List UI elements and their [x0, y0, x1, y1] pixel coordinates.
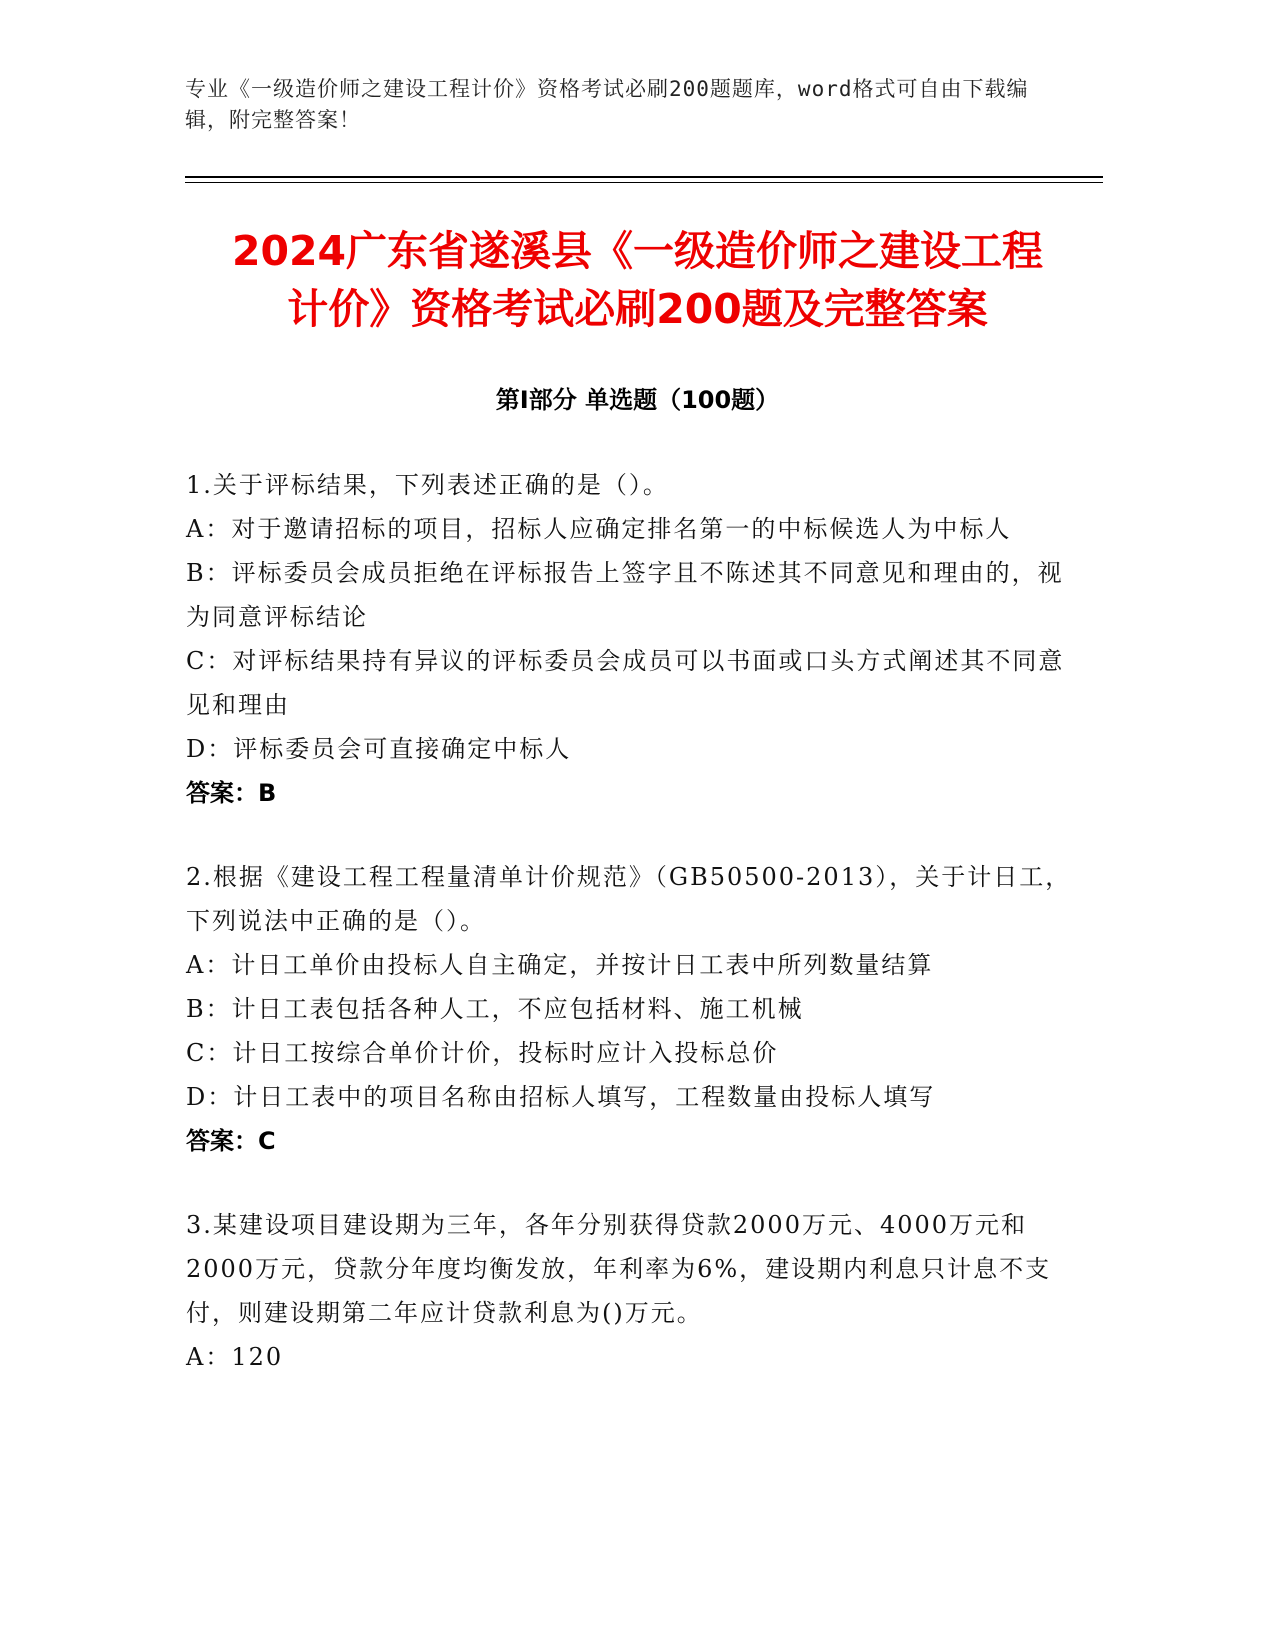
question-list [186, 463, 1081, 1419]
question-1 [186, 463, 1081, 815]
answer: 答案：B [186, 779, 277, 807]
option-c: C：计日工按综合单价计价，投标时应计入投标总价 [186, 1039, 779, 1067]
question-stem: 3.某建设项目建设期为三年，各年分别获得贷款2000万元、4000万元和2000万元，贷款分年度均衡发放，年利率为6%，建设期内利息只计息不支付，则建设期第二年应计贷款利息为()万元。 [186, 1211, 1052, 1327]
option-a: A：120 [186, 1343, 284, 1371]
option-d: D：评标委员会可直接确定中标人 [186, 735, 572, 763]
question-2 [186, 855, 1081, 1163]
question-stem: 2.根据《建设工程工程量清单计价规范》（GB50500-2013），关于计日工，下列说法中正确的是（）。 [186, 863, 1072, 935]
question-stem: 1.关于评标结果，下列表述正确的是（）。 [186, 471, 669, 499]
section-title: 第Ⅰ部分 单选题（100题） [495, 386, 780, 414]
question-3 [186, 1203, 1081, 1379]
header-divider-thin [185, 182, 1103, 183]
option-b: B：评标委员会成员拒绝在评标报告上签字且不陈述其不同意见和理由的，视为同意评标结论 [186, 559, 1064, 631]
option-a: A：计日工单价由投标人自主确定，并按计日工表中所列数量结算 [186, 951, 934, 979]
header-note: 专业《一级造价师之建设工程计价》资格考试必刷200题题库，word格式可自由下载编辑，附完整答案！ [185, 77, 1029, 132]
option-d: D：计日工表中的项目名称由招标人填写，工程数量由投标人填写 [186, 1083, 936, 1111]
document-title [150, 222, 1125, 338]
option-b: B：计日工表包括各种人工，不应包括材料、施工机械 [186, 995, 804, 1023]
header-divider-thick [185, 176, 1103, 178]
answer: 答案：C [186, 1127, 276, 1155]
option-a: A：对于邀请招标的项目，招标人应确定排名第一的中标候选人为中标人 [186, 515, 1012, 543]
option-c: C：对评标结果持有异议的评标委员会成员可以书面或口头方式阐述其不同意见和理由 [186, 647, 1065, 719]
document-title-line-2: 计价》资格考试必刷200题及完整答案 [287, 285, 988, 333]
document-title-line-1: 2024广东省遂溪县《一级造价师之建设工程 [231, 227, 1044, 275]
